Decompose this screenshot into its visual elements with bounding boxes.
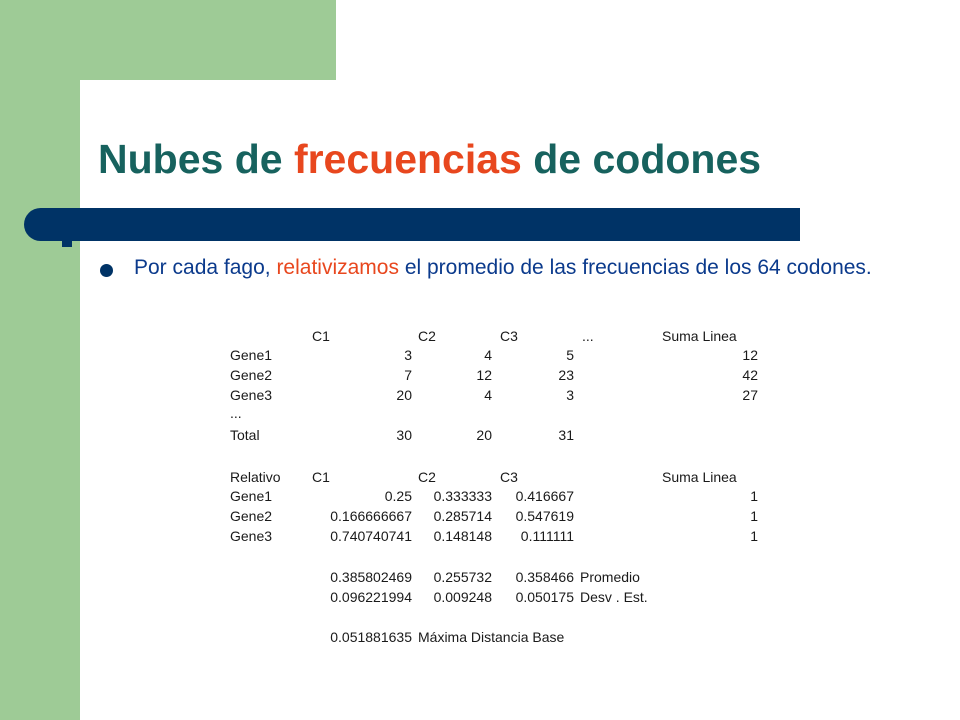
bullet-text [134,254,894,282]
table2-row3-c2: 0.148148 [433,528,492,544]
max-distance-label: Máxima Distancia Base [418,629,565,645]
title-part-2: de codones [521,136,762,182]
table2-row3-c1: 0.740740741 [330,528,412,544]
table2-row3-label: Gene3 [230,528,273,544]
table1-total-c3: 31 [558,427,574,443]
table1-row4-label: ... [230,405,242,421]
bullet-dot [100,264,113,277]
table1-header-c2: C2 [418,328,436,344]
table1-row3-c1: 20 [396,387,412,403]
green-top-band [0,0,336,80]
table1-header-sum: Suma Linea [662,328,737,344]
bullet-part-2: el promedio de las frecuencias de los 64 codones. [398,256,872,279]
table2-header-label: Relativo [230,469,281,485]
table2-header-c1: C1 [312,469,330,485]
title-bar-notch [62,241,72,247]
table1-row3-c2: 4 [484,387,492,403]
table2-row1-sum: 1 [750,488,758,504]
stats-desv-c3: 0.050175 [515,589,574,605]
stats-desv-c2: 0.009248 [433,589,492,605]
table2-header-c3: C3 [500,469,518,485]
stats-promedio-c2: 0.255732 [433,569,492,585]
title-underline-bar [24,208,800,241]
table2-row3-sum: 1 [750,528,758,544]
table1-row3-c3: 3 [566,387,574,403]
table2-row1-label: Gene1 [230,488,273,504]
table1-row1-label: Gene1 [230,347,273,363]
table1-total-label: Total [230,427,260,443]
table1-total-c1: 30 [396,427,412,443]
table2-row3-c3: 0.111111 [520,528,574,544]
title-part-1: Nubes de [98,136,294,182]
table1-row1-c3: 5 [566,347,574,363]
spreadsheet-image [226,322,766,652]
stats-desv-c1: 0.096221994 [330,589,412,605]
table2-row2-c2: 0.285714 [433,508,492,524]
table1-header-ellipsis: ... [582,328,594,344]
table2-row2-c3: 0.547619 [515,508,574,524]
table2-row2-sum: 1 [750,508,758,524]
table1-row2-label: Gene2 [230,367,273,383]
table2-row2-label: Gene2 [230,508,273,524]
table1-row2-sum: 42 [742,367,758,383]
table1-row1-sum: 12 [742,347,758,363]
table2-row2-c1: 0.166666667 [330,508,412,524]
table1-row1-c2: 4 [484,347,492,363]
bullet-part-1: Por cada fago, [134,256,277,279]
green-side-band [0,0,80,720]
table1-header-c3: C3 [500,328,518,344]
table2-row1-c2: 0.333333 [433,488,492,504]
bullet-accent-word: relativizamos [276,256,399,279]
table2-header-c2: C2 [418,469,436,485]
table1-row1-c1: 3 [404,347,412,363]
stats-promedio-label: Promedio [580,569,640,585]
slide-title [98,136,761,183]
stats-promedio-c1: 0.385802469 [330,569,412,585]
table1-row3-sum: 27 [742,387,758,403]
table1-row2-c2: 12 [476,367,492,383]
table1-row2-c3: 23 [558,367,574,383]
title-accent-word: frecuencias [293,136,522,182]
stats-desv-label: Desv . Est. [580,589,648,605]
table1-row2-c1: 7 [404,367,412,383]
max-distance-value: 0.051881635 [330,629,412,645]
table1-header-c1: C1 [312,328,330,344]
table2-header-sum: Suma Linea [662,469,737,485]
stats-promedio-c3: 0.358466 [515,569,574,585]
table1-total-c2: 20 [476,427,492,443]
table1-row3-label: Gene3 [230,387,273,403]
table2-row1-c1: 0.25 [384,488,412,504]
table2-row1-c3: 0.416667 [515,488,574,504]
